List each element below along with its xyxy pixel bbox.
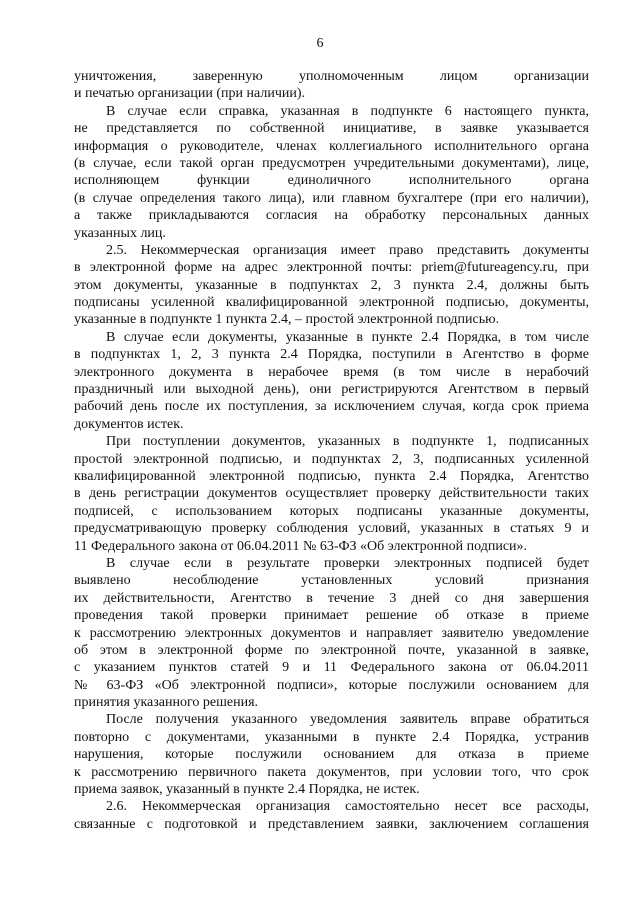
text-line: В случае если справка, указанная в подпункте 6 настоящего пункта,: [106, 103, 589, 119]
text-line: к рассмотрению первичного пакета документов, при условии того, что срок: [74, 764, 589, 780]
text-line: простой электронной подписью, и подпунктах 2, 3, подписанных усиленной: [74, 451, 589, 467]
text-line: указанных лиц.: [74, 225, 166, 241]
text-line: проведения такой проверки принимает решение об отказе в приеме: [74, 608, 589, 624]
text-line: рабочий день после их поступления, за исключением случая, когда срок приема: [74, 399, 589, 415]
paragraph-1: [74, 68, 589, 103]
text-line: 2.6. Некоммерческая организация самостоятельно несет все расходы,: [106, 799, 589, 815]
text-line: уничтожения, заверенную уполномоченным лицом организации: [74, 69, 589, 84]
page-number: 6: [316, 36, 324, 51]
text-line: в подпунктах 1, 2, 3 пункта 2.4 Порядка, поступили в Агентство в форме: [74, 347, 589, 363]
text-line: электронного документа в нерабочее время (в том числе в нерабочий: [74, 364, 589, 380]
paragraph-2: [74, 103, 589, 242]
text-line: подписаны усиленной квалифицированной электронной подписью, документы,: [74, 295, 589, 311]
text-line: (в случае определения такого лица), или главном бухгалтере (при его наличии),: [74, 190, 589, 206]
paragraph-4: [74, 329, 589, 433]
text-line: В случае если в результате проверки электронных подписей будет: [106, 555, 589, 571]
text-line: приема заявок, указанный в пункте 2.4 Порядка, не истек.: [74, 782, 420, 798]
text-line: указанные в подпункте 1 пункта 2.4, – простой электронной подписью.: [74, 312, 500, 328]
paragraph-3: [74, 242, 589, 329]
text-line: В случае если документы, указанные в пункте 2.4 Порядка, в том числе: [106, 329, 589, 345]
paragraph-5: [74, 433, 589, 555]
text-line: в электронной форме на адрес электронной почты: priem@futureagency.ru, при: [74, 260, 589, 276]
text-line: информация о руководителе, членах коллегиального исполнительного органа: [74, 138, 589, 154]
text-line: документов истек.: [74, 416, 184, 432]
text-line: принятия указанного решения.: [74, 695, 259, 711]
text-line: связанные с подготовкой и представлением заявки, заключением соглашения: [74, 816, 589, 832]
text-line: При поступлении документов, указанных в подпункте 1, подписанных: [106, 434, 589, 450]
text-line: праздничный или выходной день), они регистрируются Агентством в первый: [74, 382, 589, 398]
paragraph-8: [74, 798, 589, 833]
text-line: их действительности, Агентство в течение 3 дней со дня завершения: [74, 590, 589, 606]
text-line: 11 Федерального закона от 06.04.2011 № 63-ФЗ «Об электронной подписи».: [74, 538, 528, 554]
text-line: не представляется по собственной инициативе, в заявке указывается: [74, 121, 589, 137]
text-line: предусматривающую проверку соблюдения условий, указанных в статьях 9 и: [74, 521, 589, 537]
text-line: повторно с документами, указанными в пункте 2.4 Порядка, устранив: [74, 729, 589, 745]
text-line: этом документы, указанные в подпунктах 2, 3 пункта 2.4, должны быть: [74, 277, 589, 293]
text-line: После получения указанного уведомления заявитель вправе обратиться: [106, 712, 589, 728]
document-body: [74, 68, 589, 833]
text-line: исполняющем функции единоличного исполнительного органа: [74, 173, 589, 189]
paragraph-7: [74, 711, 589, 798]
paragraph-6: [74, 555, 589, 712]
text-line: 2.5. Некоммерческая организация имеет право представить документы: [106, 242, 589, 258]
text-line: к рассмотрению электронных документов и направляет заявителю уведомление: [74, 625, 589, 641]
text-line: а также прикладываются согласия на обработку персональных данных: [74, 208, 589, 224]
text-line: и печатью организации (при наличии).: [74, 86, 306, 102]
text-line: (в случае, если такой орган предусмотрен учредительными документами), лице,: [74, 155, 589, 171]
text-line: в день регистрации документов осуществляет проверку действительности таких: [74, 486, 589, 502]
text-line: с указанием пунктов статей 9 и 11 Федерального закона от 06.04.2011: [74, 660, 589, 676]
text-line: квалифицированной электронной подписью, пункта 2.4 Порядка, Агентство: [74, 468, 589, 484]
text-line: нарушения, которые послужили основанием для отказа в приеме: [74, 747, 589, 763]
text-line: выявлено несоблюдение установленных условий признания: [74, 573, 589, 589]
text-line: № 63-ФЗ «Об электронной подписи», которые послужили основанием для: [74, 677, 589, 693]
text-line: об этом в электронной форме по электронной почте, указанной в заявке,: [74, 642, 589, 658]
text-line: подписей, с использованием которых подписаны указанные документы,: [74, 503, 589, 519]
